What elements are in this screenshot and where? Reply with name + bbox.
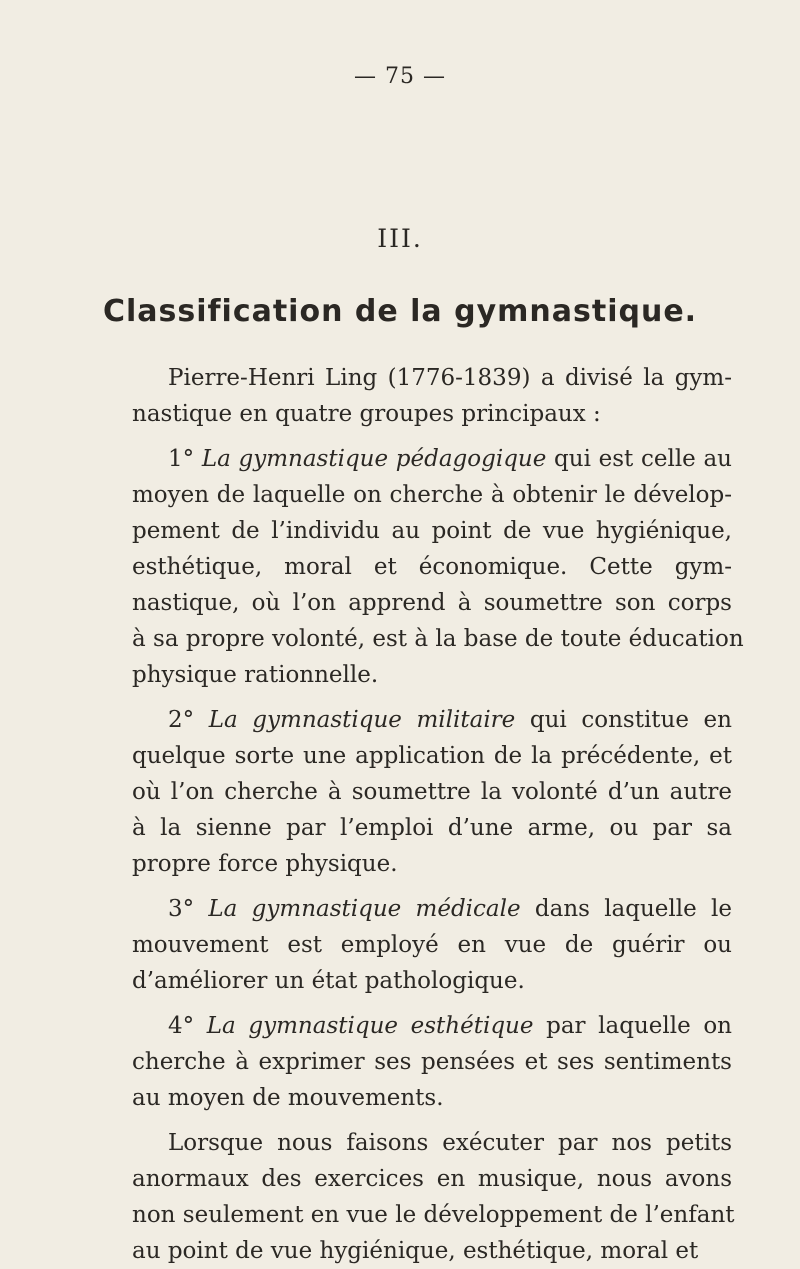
list-number: 1° [168,446,202,472]
list-number: 3° [168,896,209,922]
text-line [132,513,732,549]
line-text: Lorsque nous faisons exécuter par nos petits [168,1130,732,1156]
line-text: physique rationnelle. [132,662,379,688]
body-text [132,360,744,1269]
text-line [132,738,732,774]
paragraph [132,891,732,999]
line-text: mouvement est employé en vue de guérir ou [132,932,732,958]
text-line [132,1080,732,1116]
line-text: à la sienne par l’emploi d’une arme, ou par sa [132,815,732,841]
list-number: 2° [168,707,209,733]
italic-term: La gymnastique pédagogique [201,446,547,472]
text-line [132,621,744,657]
line-text: esthétique, moral et économique. Cette gym- [132,554,732,580]
line-text: à sa propre volonté, est à la base de toute éducation [132,626,744,652]
line-text: pement de l’individu au point de vue hygiénique, [132,518,732,544]
line-text: nastique en quatre groupes principaux : [132,401,601,427]
line-text: cherche à exprimer ses pensées et ses sentiments [132,1049,732,1075]
paragraph [132,360,732,432]
paragraph [132,702,732,882]
line-text: au moyen de mouvements. [132,1085,444,1111]
list-number: 4° [168,1013,207,1039]
text-line [132,891,732,927]
text-line [132,360,732,396]
section-title: Classification de la gymnastique. [102,294,698,329]
text-line [132,1044,732,1080]
text-line [132,396,732,432]
text-line [132,810,732,846]
paragraph [132,441,744,693]
text-line [132,1161,732,1197]
paragraph [132,1008,732,1116]
text-line [132,549,732,585]
text-line [132,657,732,693]
section-number: III. [377,224,423,253]
text-line [132,702,732,738]
text-line [132,585,732,621]
text-line [132,774,732,810]
page-number: — 75 — [354,64,446,89]
line-text: propre force physique. [132,851,398,877]
line-text: Pierre-Henri Ling (1776-1839) a divisé la gym- [168,365,732,391]
text-line [132,477,732,513]
text-line [132,927,732,963]
line-text: au point de vue hygiénique, esthétique, moral et [132,1238,699,1264]
line-text: nastique, où l’on apprend à soumettre son corps [132,590,732,616]
text-line [132,963,732,999]
line-text: non seulement en vue le développement de l’enfant [132,1202,735,1228]
line-text: moyen de laquelle on cherche à obtenir le dévelop- [132,482,732,508]
line-text: par laquelle on [533,1013,733,1039]
italic-term: La gymnastique médicale [208,896,521,922]
italic-term: La gymnastique esthétique [206,1013,534,1039]
line-text: anormaux des exercices en musique, nous avons [132,1166,732,1192]
text-line [132,1008,732,1044]
paragraph [132,1125,735,1269]
italic-term: La gymnastique militaire [208,707,516,733]
line-text: qui est celle au [546,446,732,472]
text-line [132,441,732,477]
line-text: qui constitue en [515,707,732,733]
text-line [132,846,732,882]
line-text: quelque sorte une application de la précédente, et [132,743,732,769]
text-line [132,1125,732,1161]
line-text: d’améliorer un état pathologique. [132,968,525,994]
line-text: dans laquelle le [520,896,732,922]
text-line [132,1197,735,1233]
text-line [132,1233,732,1269]
line-text: où l’on cherche à soumettre la volonté d’un autre [132,779,732,805]
